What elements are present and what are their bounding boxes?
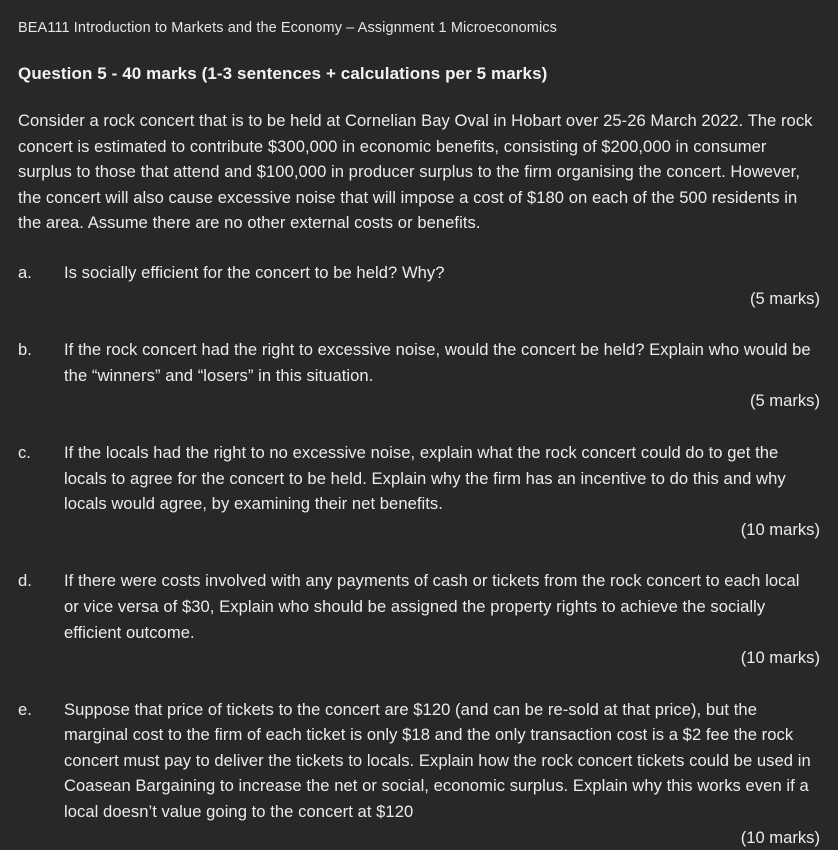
part-row — [18, 440, 820, 517]
part-marks-e: (10 marks) — [740, 827, 820, 847]
part-letter-a: a. — [18, 262, 32, 282]
question-part-c — [18, 440, 820, 542]
unit-header: BEA111 Introduction to Markets and the Economy – Assignment 1 Microeconomics — [18, 20, 557, 36]
part-letter-d: d. — [18, 571, 32, 591]
part-letter-b: b. — [18, 340, 32, 360]
part-marks-d: (10 marks) — [740, 648, 820, 668]
part-row — [18, 697, 820, 825]
part-letter-e: e. — [18, 699, 32, 719]
part-letter-c: c. — [18, 442, 31, 462]
part-text-a: Is socially efficient for the concert to be held? Why? — [64, 262, 445, 282]
part-marks-c: (10 marks) — [740, 519, 820, 539]
part-marks-b: (5 marks) — [749, 391, 820, 411]
part-text-c: If the locals had the right to no excessive noise, explain what the rock concert could do to get the locals to agree for the concert to be held. Explain why the firm has an incentive to do this and why locals would agree, by examining their net benefits. — [64, 442, 786, 514]
question-heading: Question 5 - 40 marks (1-3 sentences + calculations per 5 marks) — [18, 64, 548, 83]
part-row — [18, 568, 820, 645]
question-part-b — [18, 337, 820, 414]
scenario-paragraph: Consider a rock concert that is to be held at Cornelian Bay Oval in Hobart over 25-26 March 2022. The rock concert is estimated to contribute $300,000 in economic benefits, consisting of $200,000 in consumer surplus to those that attend and $100,000 in producer surplus to the firm organising the concert. However, the concert will also cause excessive noise that will impose a cost of $180 on each of the 500 residents in the area. Assume there are no other external costs or benefits. — [18, 111, 813, 233]
question-part-e — [18, 697, 820, 850]
part-row — [18, 260, 820, 286]
part-text-e: Suppose that price of tickets to the concert are $120 (and can be re-sold at that price), but the marginal cost to the firm of each ticket is only $18 and the only transaction cost is a $2 fee the rock concert must pay to deliver the tickets to locals. Explain how the rock concert tickets could be used in Coasean Bargaining to increase the net or social, economic surplus. Explain why this works even if a local doesn’t value going to the concert at $120 — [64, 699, 811, 822]
part-row — [18, 337, 820, 388]
question-part-d — [18, 568, 820, 670]
part-text-d: If there were costs involved with any payments of cash or tickets from the rock concert to each local or vice versa of $30, Explain who should be assigned the property rights to achieve the socially efficient outcome. — [64, 571, 800, 642]
question-parts-list — [18, 260, 820, 850]
part-text-b: If the rock concert had the right to excessive noise, would the concert be held? Explain who would be the “winners” and “losers” in this situation. — [64, 340, 811, 385]
question-part-a — [18, 260, 820, 311]
part-marks-a: (5 marks) — [749, 288, 820, 308]
